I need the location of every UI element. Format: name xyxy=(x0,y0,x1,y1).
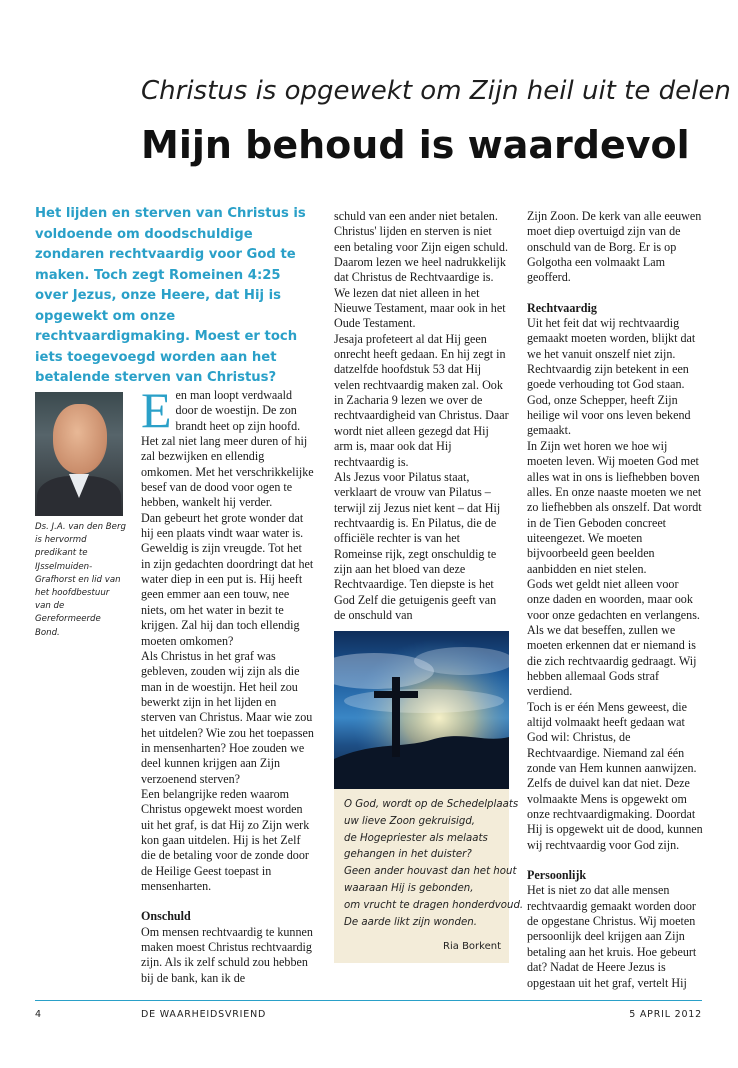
body-paragraph: Om mensen rechtvaardig te kunnen maken moest Christus rechtvaardig zijn. Als ik zelf schuld zou hebben bij de bank, kan ik de xyxy=(141,924,313,985)
poem-lines: O God, wordt op de Schedelplaats uw lieve Zoon gekruisigd, de Hogepriester als melaats gehangen in het duister? Geen ander houvast dan het hout waaraan Hij is gebonden, om vrucht te dragen honderdvoud. De aarde likt zijn wonden. xyxy=(344,799,524,928)
body-paragraph: schuld van een ander niet betalen. Christus' lijden en sterven is niet een betaling voor Zijn eigen schuld. Daarom lezen we heel nadrukkelijk dat Christus de Rechtvaardige is. xyxy=(334,209,508,285)
body-paragraph: Als Christus in het graf was gebleven, zouden wij zijn als die man in de woestijn. Het heil zou bewerkt zijn in het lijden en sterven van Christus. Maar wie zou het uitdelen? Wie zou het toepassen in mensenharten? Hoe zouden we deel kunnen krijgen aan Zijn verzoenend sterven? xyxy=(141,648,314,786)
drop-cap: E xyxy=(141,382,172,438)
author-photo xyxy=(35,392,123,516)
intro-lead: Het lijden en sterven van Christus is voldoende om doodschuldige zondaren rechtvaardig voor God te maken. Toch zegt Romeinen 4:25 over Jezus, onze Heere, dat Hij is opgewekt om onze rechtvaardigmaking. Moest er toch iets toegevoegd worden aan het betalende sterven van Christus? xyxy=(35,206,306,385)
column-3 xyxy=(527,209,703,991)
footer-rule xyxy=(35,1000,702,1001)
body-paragraph: Gods wet geldt niet alleen voor onze daden en woorden, maar ook voor onze gedachten en verlangens. Als we dat beseffen, zullen we moeten erkennen dat er niemand is die zich rechtvaardig gedraagt. Wij hebben allemaal Gods straf verdiend. xyxy=(527,576,700,699)
body-paragraph: Jesaja profeteert al dat Hij geen onrecht heeft gedaan. En hij zegt in datzelfde hoofdstuk 53 dat Hij velen rechtvaardig maken zal. Ook in Zacharia 9 lezen we over de rechtvaardigheid van Christus. Daar wordt niet alleen gezegd dat Hij arm is, maar ook dat Hij rechtvaardig is. xyxy=(334,331,509,469)
body-paragraph: In Zijn wet horen we hoe wij moeten leven. Wij moeten God met alles wat in ons is liefhebben boven alles. En onze naaste moeten we net zo liefhebben als onszelf. Dat wordt in de Tien Geboden concreet uiteengezet. We moeten bijvoorbeeld geen beelden aanbidden en niet stelen. xyxy=(527,438,702,576)
section-heading: Persoonlijk xyxy=(527,868,587,883)
page-number: 4 xyxy=(35,1009,42,1020)
column-2 xyxy=(334,209,509,623)
issue-date: 5 APRIL 2012 xyxy=(629,1009,702,1020)
cross-image xyxy=(334,631,509,789)
body-paragraph: Dan gebeurt het grote wonder dat hij een plaats vindt waar water is. Geweldig is zijn vreugde. Tot het in zijn gedachten doordringt dat het water diep in een put is. Hij heeft geen emmer aan een touw, nee niets, om het water in bezit te krijgen. Zal hij dan toch ellendig moeten omkomen? xyxy=(141,510,314,648)
poem-box xyxy=(334,789,524,963)
body-paragraph: Het is niet zo dat alle mensen rechtvaardig gemaakt worden door de opgestane Christus. Wij moeten persoonlijk deel krijgen aan Zijn betaling aan het kruis. Hoe gebeurt dat? Nadat de Heere Jezus is opgestaan uit het graf, vertelt Hij xyxy=(527,883,697,990)
body-paragraph: Als Jezus voor Pilatus staat, verklaart de vrouw van Pilatus – terwijl zij Jezus niet kent – dat Hij rechtvaardig is. En Pilatus, die de officiële rechter is van het Romeinse rijk, zegt onschuldig te zijn aan het bloed van deze Rechtvaardige. Ten diepste is het God Zelf die getuigenis geeft van de onschuld van xyxy=(334,469,501,622)
publication-name: DE WAARHEIDSVRIEND xyxy=(141,1009,267,1020)
poem-author: Ria Borkent xyxy=(443,941,501,952)
article-subtitle: Christus is opgewekt om Zijn heil uit te delen xyxy=(141,76,731,106)
body-paragraph: Zijn Zoon. De kerk van alle eeuwen moet diep overtuigd zijn van de onschuld van de Borg. Er is op Golgotha een volmaakt Lam geofferd. xyxy=(527,209,702,285)
section-heading: Rechtvaardig xyxy=(527,300,597,315)
photo-caption: Ds. J.A. van den Berg is hervormd predikant te IJsselmuiden-Grafhorst en lid van het hoofdbestuur van de Gereformeerde Bond. xyxy=(35,522,126,638)
section-heading: Onschuld xyxy=(141,909,191,924)
body-paragraph: We lezen dat niet alleen in het Nieuwe Testament, maar ook in het Oude Testament. xyxy=(334,285,506,331)
body-paragraph: Een man loopt verdwaald door de woestijn. De zon brandt heet op zijn hoofd. Het zal niet lang meer duren of hij zal bezwijken en ellendig omkomen. Met het verschrikkelijke besef van de dood voor ogen te hebben, wankelt hij verder. xyxy=(141,382,314,510)
body-paragraph: Toch is er één Mens geweest, die altijd volmaakt heeft gedaan wat God wil: Christus, de Rechtvaardige. Niemand zal één zonde van Hem kunnen aanwijzen. Zelfs de duivel kan dat niet. Deze volmaakte Mens is opgewekt om onze rechtvaardigmaking. Doordat Hij is opgewekt uit de dood, kunnen wij rechtvaardig voor God zijn. xyxy=(527,699,703,852)
body-paragraph: Uit het feit dat wij rechtvaardig gemaakt moeten worden, blijkt dat we het vanuit onszelf niet zijn. Rechtvaardig zijn betekent in een goede verhouding tot God staan. God, onze Schepper, heeft Zijn heilige wil voor ons leven bekend gemaakt. xyxy=(527,316,696,438)
column-1 xyxy=(141,382,314,986)
article-title: Mijn behoud is waardevol xyxy=(141,123,690,167)
body-paragraph: Een belangrijke reden waarom Christus opgewekt moest worden uit het graf, is dat Hij zo Zijn werk kon gaan uitdelen. Hij is het Zelf die de betaling voor de zonde door de Heilige Geest toepast in mensenharten. xyxy=(141,786,310,893)
